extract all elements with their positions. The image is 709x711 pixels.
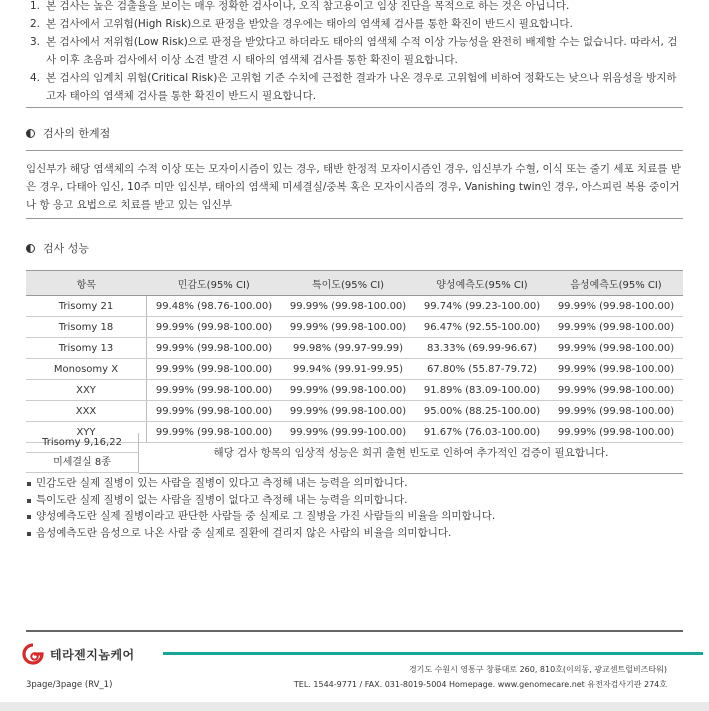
- special-item: Trisomy 9,16,22: [26, 433, 139, 453]
- table-row: [26, 380, 683, 401]
- value-cell: 91.89% (83.09-100.00): [415, 380, 549, 401]
- definition-item: 음성예측도란 음성으로 나온 사람 중 실제로 질환에 걸리지 않은 사람의 비율을 의미합니다.: [26, 525, 495, 542]
- note-item: 2. 본 검사에서 고위험(High Risk)으로 판정을 받았을 경우에는 태아의 염색체 검사를 통한 확진이 반드시 필요합니다.: [30, 18, 573, 30]
- half-circle-bullet-icon: [26, 129, 35, 138]
- row-item-cell: XXX: [26, 401, 147, 422]
- row-item-cell: Trisomy 13: [26, 338, 147, 359]
- value-cell: 99.99% (99.98-100.00): [147, 338, 282, 359]
- bottom-strip: [0, 702, 709, 711]
- divider: [26, 107, 683, 108]
- value-cell: 99.99% (99.98-100.00): [549, 401, 683, 422]
- genome-logo-icon: [20, 643, 46, 665]
- special-note: 해당 검사 항목의 임상적 성능은 희귀 출현 빈도로 인하여 추가적인 검증이 필요합니다.: [139, 433, 683, 474]
- value-cell: 99.98% (99.97-99.99): [281, 338, 415, 359]
- note-item: 1. 본 검사는 높은 검출율을 보이는 매우 정확한 검사이나, 오직 참고용이고 임상 진단을 목적으로 하는 것은 아닙니다.: [30, 0, 570, 12]
- note-item: 3. 본 검사에서 저위험(Low Risk)으로 판정을 받았다고 하더라도 태아의 염색체 수적 이상 가능성을 완전히 배제할 수는 없습니다. 따라서, 검사 이후 초음파 검사에서 이상 소견 발견 시 태아의 염색체 검사를 통한 확진이 필요합니다.: [30, 36, 678, 66]
- column-header: 양성예측도(95% CI): [415, 271, 549, 296]
- value-cell: 99.99% (99.98-100.00): [549, 338, 683, 359]
- special-item: 미세결실 8종: [26, 453, 139, 473]
- column-header: 항목: [26, 271, 147, 296]
- value-cell: 99.99% (99.98-100.00): [549, 380, 683, 401]
- special-items-block: [26, 433, 683, 473]
- value-cell: 99.99% (99.98-100.00): [147, 317, 282, 338]
- value-cell: 99.99% (99.98-100.00): [281, 401, 415, 422]
- row-item-cell: XYY: [26, 422, 147, 443]
- row-item-cell: Monosomy X: [26, 359, 147, 380]
- brand-bar: [163, 652, 703, 655]
- value-cell: 83.33% (69.99-96.67): [415, 338, 549, 359]
- half-circle-bullet-icon: [26, 244, 35, 253]
- column-header: 민감도(95% CI): [147, 271, 282, 296]
- notes-list: [30, 0, 680, 105]
- divider: [26, 150, 683, 151]
- footer-divider: [26, 630, 683, 632]
- value-cell: 99.99% (99.98-100.00): [147, 380, 282, 401]
- limits-heading: 검사의 한계점: [26, 125, 110, 141]
- definition-item: 특이도란 실제 질병이 없는 사람을 질병이 없다고 측정해 내는 능력을 의미합니다.: [26, 492, 495, 509]
- company-logo: [20, 643, 135, 665]
- table-header-row: [26, 271, 683, 296]
- value-cell: 99.94% (99.91-99.95): [281, 359, 415, 380]
- value-cell: 99.99% (99.98-100.00): [147, 422, 282, 443]
- value-cell: 99.99% (99.98-100.00): [281, 380, 415, 401]
- table-body: [26, 296, 683, 443]
- definition-item: 양성예측도란 실제 질병이라고 판단한 사람들 중 실제로 그 질병을 가진 사람들의 비율을 의미합니다.: [26, 508, 495, 525]
- performance-heading: 검사 성능: [26, 240, 89, 256]
- row-item-cell: XXY: [26, 380, 147, 401]
- definitions-list: [26, 475, 495, 541]
- column-header: 음성예측도(95% CI): [549, 271, 683, 296]
- value-cell: 99.99% (99.98-100.00): [549, 359, 683, 380]
- table-row: [26, 317, 683, 338]
- value-cell: 67.80% (55.87-79.72): [415, 359, 549, 380]
- value-cell: 99.99% (99.98-100.00): [147, 359, 282, 380]
- company-address: 경기도 수원시 영통구 창룡대로 260, 810호(이의동, 광교센트럴비즈타워): [408, 665, 667, 674]
- value-cell: 96.47% (92.55-100.00): [415, 317, 549, 338]
- company-name: 테라젠지놈케어: [50, 647, 135, 662]
- table-row: [26, 338, 683, 359]
- value-cell: 99.74% (99.23-100.00): [415, 296, 549, 317]
- table-row: [26, 359, 683, 380]
- value-cell: 99.99% (99.98-100.00): [549, 422, 683, 443]
- value-cell: 99.99% (99.98-100.00): [147, 401, 282, 422]
- value-cell: 99.99% (99.99-100.00): [281, 422, 415, 443]
- value-cell: 99.99% (99.98-100.00): [281, 296, 415, 317]
- value-cell: 99.99% (99.98-100.00): [549, 317, 683, 338]
- row-item-cell: Trisomy 21: [26, 296, 147, 317]
- table-row: [26, 296, 683, 317]
- value-cell: 99.99% (99.98-100.00): [281, 317, 415, 338]
- table-row: [26, 401, 683, 422]
- page-number: 3page/3page (RV_1): [26, 680, 113, 690]
- performance-table: [26, 270, 683, 443]
- divider: [26, 218, 683, 219]
- value-cell: 99.48% (98.76-100.00): [147, 296, 282, 317]
- limits-text: 임신부가 해당 염색체의 수적 이상 또는 모자이시즘이 있는 경우, 태반 한정적 모자이시즘인 경우, 임신부가 수혈, 이식 또는 줄기 세포 치료를 받은 경우, 다태아 임신, 10주 미만 임신부, 태아의 염색체 미세결실/중복 혹은 모자이시즘의 경우, Vanishing twin인 경우, 아스피린 복용 중이거나 항 응고 요법으로 치료를 받고 있는 임신부: [26, 163, 681, 211]
- row-item-cell: Trisomy 18: [26, 317, 147, 338]
- value-cell: 95.00% (88.25-100.00): [415, 401, 549, 422]
- value-cell: 99.99% (99.98-100.00): [549, 296, 683, 317]
- column-header: 특이도(95% CI): [281, 271, 415, 296]
- value-cell: 91.67% (76.03-100.00): [415, 422, 549, 443]
- definition-item: 민감도란 실제 질병이 있는 사람을 질병이 있다고 측정해 내는 능력을 의미합니다.: [26, 475, 495, 492]
- company-contact: TEL. 1544-9771 / FAX. 031-8019-5004 Homepage. www.genomecare.net 유전자검사기관 274호: [293, 680, 667, 689]
- note-item: 4. 본 검사의 임계치 위험(Critical Risk)은 고위험 기준 수치에 근접한 결과가 나온 경우로 고위험에 비하여 정확도는 낮으나 위음성을 방지하고자 태아의 염색체 검사를 통한 확진이 반드시 필요합니다.: [30, 72, 677, 102]
